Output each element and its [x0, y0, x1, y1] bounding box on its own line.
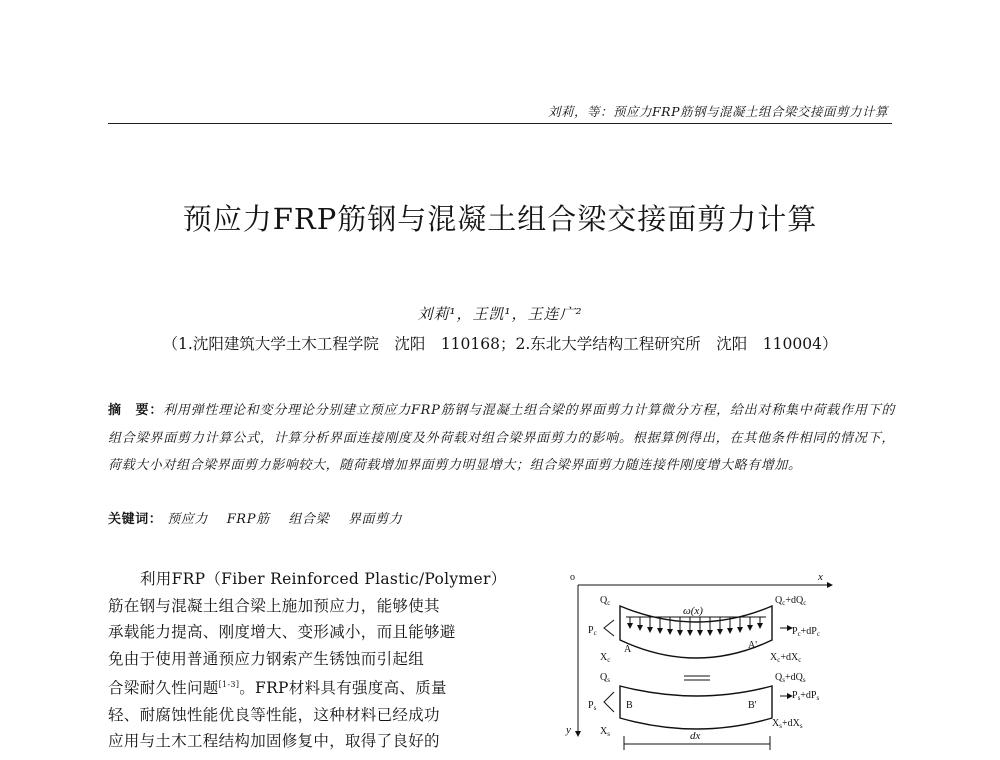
body-paragraph [108, 566, 507, 755]
header-rule [108, 123, 892, 124]
body-line: 筋在钢与混凝土组合梁上施加预应力，能够使其 [108, 596, 440, 615]
body-line: 应用与土木工程结构加固修复中，取得了良好的 [108, 732, 440, 751]
body-line [108, 672, 478, 702]
pc-left-label: $P_c$ [588, 625, 597, 637]
qc-right-label: $Q_c+dQ_c$ [775, 595, 807, 607]
load-label: ω(x) [683, 605, 703, 617]
citation: [1-3] [218, 680, 240, 689]
keyword-item: 界面剪力 [347, 512, 403, 527]
body-line-part: 。FRP材料具有强度高、质量 [239, 679, 447, 698]
abstract-text: 利用弹性理论和变分理论分别建立预应力FRP筋钢与混凝土组合梁的界面剪力计算微分方程，给出对称集中荷载作用下的组合梁界面剪力计算公式，计算分析界面连接刚度及外荷载对组合梁界面剪力的影响。根据算例得出，在其他条件相同的情况下，荷载大小对组合梁界面剪力影响较大，随荷载增加界面剪力明显增大；组合梁界面剪力随连接件刚度增大略有增加。 [108, 403, 895, 473]
y-axis-label: y [566, 724, 571, 736]
body-line: 轻、耐腐蚀性能优良等性能，这种材料已经成功 [108, 705, 440, 724]
point-a-prime-label: A' [748, 640, 758, 651]
ps-left-label: $P_s$ [588, 700, 597, 712]
left-force-bracket-steel [604, 692, 614, 712]
body-line: 利用FRP（Fiber Reinforced Plastic/Polymer） [140, 570, 507, 588]
ps-right-label: $P_s+dP_s$ [792, 690, 820, 702]
keywords-label: 关键词： [108, 512, 163, 527]
xs-right-label: $X_s+dX_s$ [772, 718, 803, 730]
abstract [108, 397, 895, 480]
running-header: 刘莉，等：预应力FRP筋钢与混凝土组合梁交接面剪力计算 [548, 104, 888, 119]
keywords [108, 508, 416, 527]
point-b-label: B [626, 700, 633, 711]
point-a-label: A [624, 644, 632, 655]
body-line: 承载能力提高、刚度增大、变形减小，而且能够避 [108, 623, 456, 641]
qs-right-label: $Q_s+dQ_s$ [775, 672, 806, 684]
point-b-prime-label: B' [748, 700, 757, 711]
qs-left-label: $Q_s$ [600, 672, 610, 684]
xc-left-label: $X_c$ [600, 652, 611, 664]
paper-authors: 刘莉¹，王凯¹，王连广² [417, 305, 583, 323]
qc-left-label: $Q_c$ [600, 595, 611, 607]
xc-right-label: $X_c+dX_c$ [770, 652, 802, 664]
keyword-item: FRP筋 [226, 512, 270, 527]
x-axis-label: x [818, 571, 823, 583]
dx-label: dx [690, 730, 701, 742]
abstract-label: 摘 要： [108, 403, 164, 418]
origin-label: o [570, 572, 575, 583]
keyword-item: 预应力 [167, 512, 208, 527]
left-force-bracket [604, 620, 614, 636]
distributed-load [626, 617, 766, 635]
keyword-item: 组合梁 [288, 512, 330, 527]
body-line-part: 合梁耐久性问题 [108, 679, 219, 698]
body-line: 免由于使用普通预应力钢索产生锈蚀而引起组 [108, 649, 425, 668]
paper-affiliation: （1.沈阳建筑大学土木工程学院 沈阳 110168；2.东北大学结构工程研究所 沈阳 110004） [162, 335, 838, 353]
xs-left-label: $X_s$ [600, 726, 610, 738]
beam-element-figure [560, 568, 860, 760]
paper-title: 预应力FRP筋钢与混凝土组合梁交接面剪力计算 [182, 202, 818, 236]
pc-right-label: $P_c+dP_c$ [792, 626, 820, 638]
